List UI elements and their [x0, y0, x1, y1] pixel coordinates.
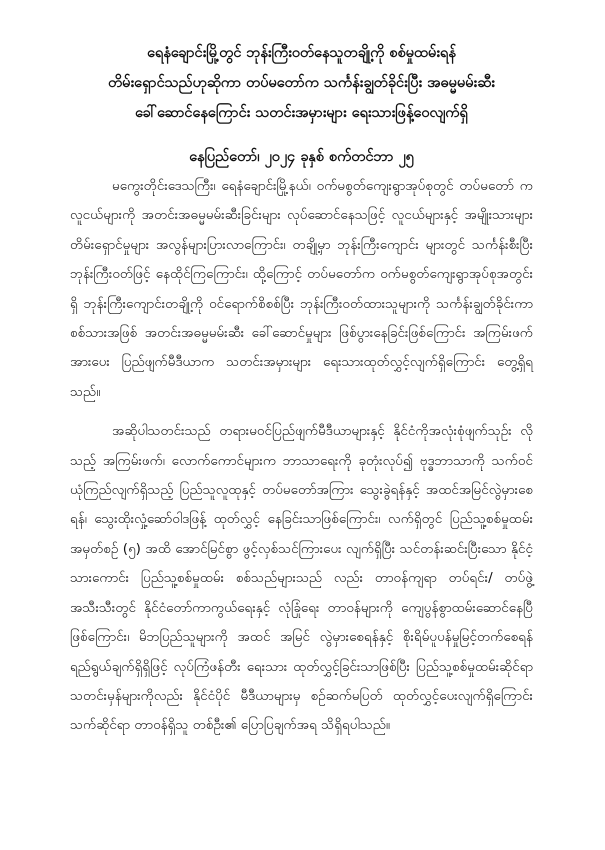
body-paragraph: အဆိုပါသတင်းသည် တရားမဝင်ပြည်ဖျက်မီဒီယာများနှင့် နိုင်ငံကိုအလုံးစုံဖျက်သုဉ်း လိုသည့် အကြမ်းဖက်၊ လောက်ကောင်များက ဘာသာရေးကို ခုတုံးလုပ်၍ ဗုဒ္ဓဘာသာကို သက်ဝင်ယုံကြည်လျက်ရှိသည့် ပြည်သူလူထုနှင့် တပ်မတော်အကြား သွေးခွဲရန်နှင့် အထင်အမြင်လွဲမှားစေရန်၊ သွေးထိုးလှုံ့ဆော်ဝါဒဖြန့် ထုတ်လွှင့် နေခြင်းသာဖြစ်ကြောင်း၊ လက်ရှိတွင် ပြည်သူ့စစ်မှုထမ်းအမှတ်စဉ် (၅) အထိ အောင်မြင်စွာ ဖွင့်လှစ်သင်ကြားပေး လျက်ရှိပြီး သင်တန်းဆင်းပြီးသော နိုင်ငံ့သားကောင်း ပြည်သူ့စစ်မှုထမ်း စစ်သည်များသည် လည်း တာဝန်ကျရာ တပ်ရင်း/ တပ်ဖွဲ့အသီးသီးတွင် နိုင်ငံတော်ကာကွယ်ရေးနှင့် လုံခြုံရေး တာဝန်များကို ကျေပွန်စွာထမ်းဆောင်နေပြီဖြစ်ကြောင်း၊ မိဘပြည်သူများကို အထင် အမြင် လွဲမှားစေရန်နှင့် စိုးရိမ်ပူပန်မှုမြင့်တက်စေရန် ရည်ရွယ်ချက်ရှိရှိဖြင့် လုပ်ကြံဖန်တီး ရေးသား ထုတ်လွှင့်ခြင်းသာဖြစ်ပြီး ပြည်သူ့စစ်မှုထမ်းဆိုင်ရာ သတင်းမှန်များကိုလည်း နိုင်ငံပိုင် မီဒီယာများမှ စဉ်ဆက်မပြတ် ထုတ်လွှင့်ပေးလျက်ရှိကြောင်း သက်ဆိုင်ရာ တာဝန်ရှိသူ တစ်ဦး၏ ပြောပြချက်အရ သိရှိရပါသည်။ — [70, 423, 533, 734]
body-paragraph: မကွေးတိုင်းဒေသကြီး၊ ရေနံချောင်းမြို့နယ်၊ ဝက်မစွတ်ကျေးရွာအုပ်စုတွင် တပ်မတော် က လူငယ်များကို အတင်းအဓမ္မမမ်းဆီးခြင်းများ လုပ်ဆောင်နေသဖြင့် လူငယ်များနှင့် အမျိုးသားများ တိမ်းရှောင်မှုများ အလွန်များပြားလာကြောင်း၊ တချို့မှာ ဘုန်းကြီးကျောင်း များတွင် သင်္ကန်းစီးပြီး ဘုန်းကြီးဝတ်ဖြင့် နေထိုင်ကြကြောင်း၊ ထို့ကြောင့် တပ်မတော်က ဝက်မစွတ်ကျေးရွာအုပ်စုအတွင်းရှိ ဘုန်းကြီးကျောင်းတချို့ကို ဝင်ရောက်စိစစ်ပြီး ဘုန်းကြီးဝတ်ထားသူများကို သင်္ကန်းချွတ်ခိုင်းကာ စစ်သားအဖြစ် အတင်းအဓမ္မမမ်းဆီး ခေါ်ဆောင်မှုများ ဖြစ်ပွားနေခြင်းဖြစ်ကြောင်း အကြမ်းဖက်အားပေး ပြည်ဖျက်မီဒီယာက သတင်းအမှားများ ရေးသားထုတ်လွှင့်လျက်ရှိကြောင်း တွေ့ရှိရသည်။ — [70, 178, 533, 400]
headline-line: ရေနံချောင်းမြို့တွင် ဘုန်းကြီးဝတ်နေသူတချို့ကို စစ်မှုထမ်းရန် — [147, 45, 456, 61]
headline — [70, 38, 533, 128]
article-body — [70, 172, 533, 741]
headline-line: ခေါ်ဆောင်နေကြောင်း သတင်းအမှားများ ရေးသားဖြန့်ဝေလျက်ရှိ — [135, 105, 468, 121]
headline-line: တိမ်းရှောင်သည်ဟုဆိုကာ တပ်မတော်က သင်္ကန်းချွတ်ခိုင်းပြီး အဓမ္မမမ်းဆီး — [108, 75, 495, 91]
dateline: နေပြည်တော်၊ ၂၀၂၄ ခုနှစ် စက်တင်ဘာ ၂၅ — [189, 149, 414, 165]
